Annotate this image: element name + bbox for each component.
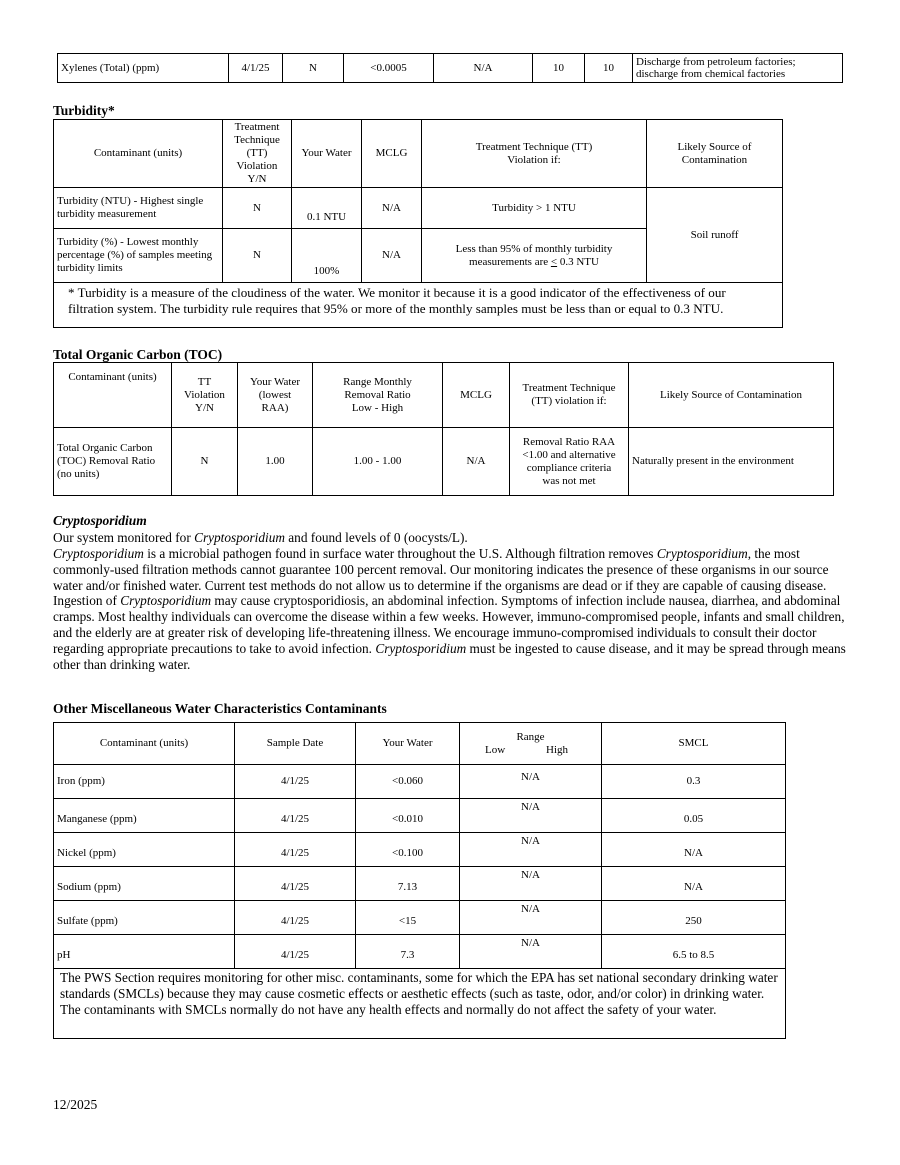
your-water-cell: 1.00 [238,428,313,496]
smcl-cell: 0.3 [602,765,786,799]
tt-if-symbol: < [550,255,558,268]
sample-date-cell: 4/1/25 [235,765,356,799]
crypto-term: Cryptosporidium [375,640,467,656]
sample-date-cell: 4/1/25 [235,935,356,969]
range-cell: N/A [434,54,533,83]
mclg-cell: N/A [362,188,422,229]
contaminant-cell: pH [54,935,235,969]
source-cell: Naturally present in the environment [629,428,834,496]
mclg-cell: N/A [443,428,510,496]
crypto-text: , the most commonly-used filtration methods cannot guarantee 100 percent removal. Our monitoring indicates the presence of these organisms in our source water and/or finished water. Current test methods do not allow us to determine if the organisms are dead or if they are capable of causing disease. Ingestion of [53,546,829,609]
toc-table [53,362,834,496]
violation-cell: N [283,54,344,83]
header-source: Likely Source of Contamination [647,120,783,188]
range-cell: N/A [460,833,602,867]
violation-cell: N [223,188,292,229]
misc-table [53,722,786,1039]
header-your-water: Your Water [292,120,362,188]
contaminant-cell: Turbidity (%) - Lowest monthly percentage (%) of samples meeting turbidity limits [54,229,223,283]
range-low-label: Low [485,743,506,756]
crypto-term: Cryptosporidium [194,530,285,545]
table-row [54,428,834,496]
smcl-cell: 0.05 [602,799,786,833]
crypto-term: Cryptosporidium [53,546,144,561]
header-smcl: SMCL [602,723,786,765]
source-line-1: Discharge from petroleum factories; [636,56,796,68]
range-label: Range [516,730,545,743]
crypto-heading: Cryptosporidium [53,513,147,528]
violation-cell: N [172,428,238,496]
table-note-row [54,283,783,328]
misc-note: The PWS Section requires monitoring for other misc. contaminants, some for which the EPA has set national secondary drinking water standards (SMCLs) because they may cause cosmetic effects or aesthetic effects (such as taste, odor, and/or color) in drinking water. The contaminants with SMCLs normally do not have any health effects and normally do not affect the safety of your water. [54,969,786,1039]
header-sample-date: Sample Date [235,723,356,765]
header-range [460,723,602,765]
toc-heading: Total Organic Carbon (TOC) [53,347,223,362]
contaminant-cell: Iron (ppm) [54,765,235,799]
header-range: Range Monthly Removal Ratio Low - High [313,363,443,428]
turbidity-table [53,119,783,328]
contaminant-cell: Sodium (ppm) [54,867,235,901]
range-high-label: High [546,743,568,756]
your-water-cell: 7.13 [356,867,460,901]
sample-date-cell: 4/1/25 [235,799,356,833]
sample-date-cell: 4/1/25 [229,54,283,83]
range-cell: N/A [460,901,602,935]
smcl-cell: 6.5 to 8.5 [602,935,786,969]
header-source: Likely Source of Contamination [629,363,834,428]
table-row [54,867,786,901]
contaminant-cell: Sulfate (ppm) [54,901,235,935]
tt-if-cell: Turbidity > 1 NTU [422,188,647,229]
table-row [58,54,843,83]
source-cell: Soil runoff [647,188,783,283]
mclg-cell: 10 [585,54,633,83]
header-tt-if: Treatment Technique (TT) Violation if: [422,120,647,188]
contaminant-cell: Xylenes (Total) (ppm) [58,54,229,83]
range-cell: N/A [460,935,602,969]
turbidity-note: * Turbidity is a measure of the cloudiness of the water. We monitor it because it is a good indicator of the effectiveness of our filtration system. The turbidity rule requires that 95% or more of the monthly samples must be less than or equal to 0.3 NTU. [54,283,783,328]
your-water-cell: 0.1 NTU [292,188,362,229]
your-water-cell: <0.100 [356,833,460,867]
range-cell: N/A [460,765,602,799]
tt-if-cell: Removal Ratio RAA <1.00 and alternative compliance criteria was not met [510,428,629,496]
violation-cell: N [223,229,292,283]
range-cell: N/A [460,867,602,901]
crypto-text: may cause cryptosporidiosis, an abdominal infection. Symptoms of infection include nausea, diarrhea, and abdominal cramps. Most healthy individuals can overcome the disease within a few weeks. However, immuno-compromised people, infants and small children, and the elderly are at greater risk of developing life-threatening illness. We encourage immuno-compromised individuals to consult their doctor regarding appropriate precautions to take to avoid infection. [53,593,845,656]
contaminant-cell: Total Organic Carbon (TOC) Removal Ratio (no units) [54,428,172,496]
header-contaminant: Contaminant (units) [54,120,223,188]
crypto-text: must be ingested to cause disease, and it may be spread through means other than drinking water. [53,640,846,672]
tt-if-value: 0.3 NTU [557,255,599,268]
header-tt-if: Treatment Technique (TT) violation if: [510,363,629,428]
table-row [54,188,783,229]
footer-date: 12/2025 [53,1097,98,1112]
table-note-row [54,969,786,1039]
header-your-water: Your Water (lowest RAA) [238,363,313,428]
header-your-water: Your Water [356,723,460,765]
table-row [54,901,786,935]
misc-heading: Other Miscellaneous Water Characteristics Contaminants [53,701,387,716]
your-water-cell: 7.3 [356,935,460,969]
table-row [54,765,786,799]
your-water-cell: <0.0005 [344,54,434,83]
header-mclg: MCLG [443,363,510,428]
range-subheaders [463,744,598,757]
contaminant-cell: Manganese (ppm) [54,799,235,833]
source-line-2: discharge from chemical factories [636,68,786,80]
header-mclg: MCLG [362,120,422,188]
crypto-text: is a microbial pathogen found in surface water throughout the U.S. Although filtration removes [143,546,657,561]
your-water-cell: 100% [292,229,362,283]
contaminant-cell: Turbidity (NTU) - Highest single turbidity measurement [54,188,223,229]
mcl-cell: 10 [533,54,585,83]
sample-date-cell: 4/1/25 [235,833,356,867]
crypto-text: Our system monitored for [53,530,195,545]
smcl-cell: N/A [602,867,786,901]
range-cell: N/A [460,799,602,833]
table-row [54,935,786,969]
header-tt-violation: Treatment Technique (TT) Violation Y/N [223,120,292,188]
your-water-cell: <0.060 [356,765,460,799]
mclg-cell: N/A [362,229,422,283]
source-cell [633,54,843,83]
tt-if-text: Less than 95% of monthly turbidity measurements are [455,242,613,268]
range-cell: 1.00 - 1.00 [313,428,443,496]
sample-date-cell: 4/1/25 [235,867,356,901]
header-contaminant: Contaminant (units) [54,723,235,765]
contaminant-cell: Nickel (ppm) [54,833,235,867]
table-header-row [54,363,834,428]
your-water-cell: <0.010 [356,799,460,833]
table-header-row [54,723,786,765]
table-row [54,833,786,867]
crypto-term: Cryptosporidium [120,593,212,609]
smcl-cell: N/A [602,833,786,867]
table-header-row [54,120,783,188]
your-water-cell: <15 [356,901,460,935]
tt-if-cell [422,229,647,283]
sample-date-cell: 4/1/25 [235,901,356,935]
header-contaminant: Contaminant (units) [54,363,172,428]
table-row [54,799,786,833]
header-tt-violation: TT Violation Y/N [172,363,238,428]
crypto-term: Cryptosporidium [656,546,748,561]
turbidity-heading: Turbidity* [53,103,115,118]
xylenes-table [57,53,843,83]
crypto-line1 [53,530,847,546]
crypto-text: and found levels of 0 (oocysts/L). [284,530,468,545]
crypto-paragraph [53,546,847,672]
smcl-cell: 250 [602,901,786,935]
